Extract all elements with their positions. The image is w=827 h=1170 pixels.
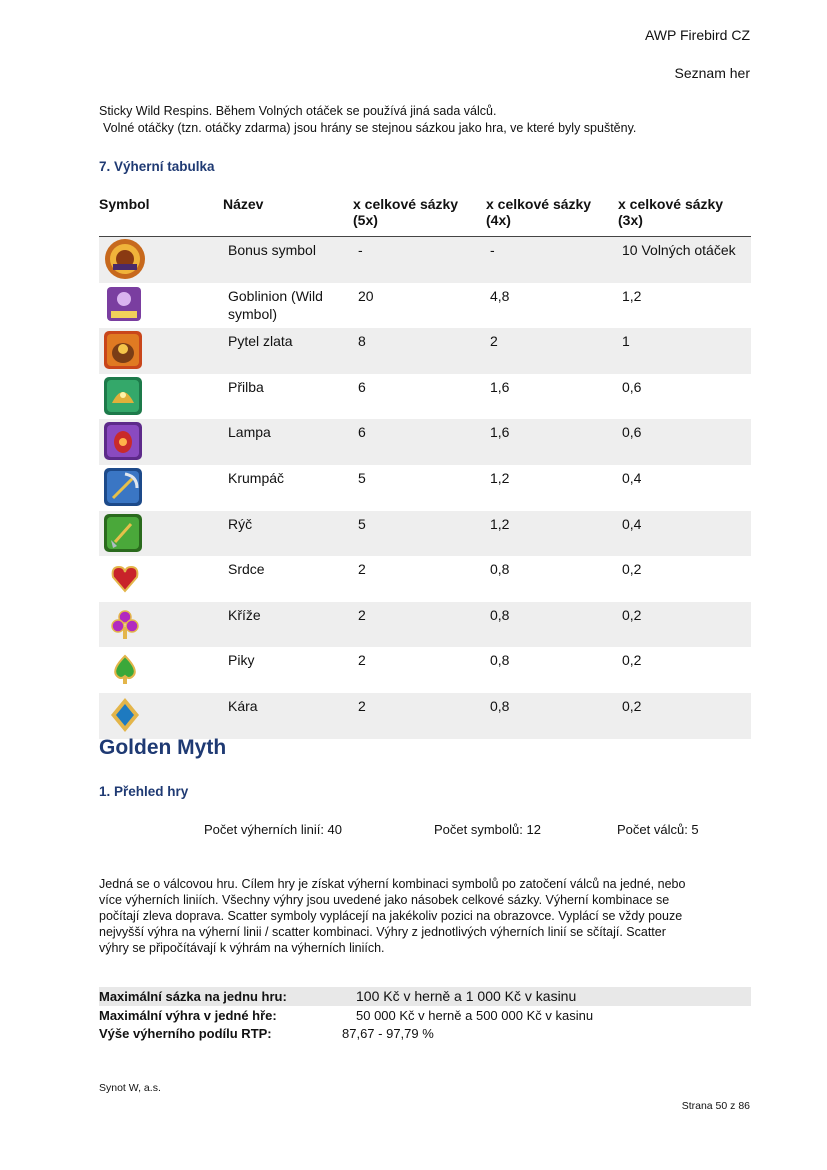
gold-bag-icon [99, 329, 147, 371]
row-x4: 2 [486, 328, 618, 374]
row-x3: 0,2 [618, 693, 751, 739]
row-name: Přilba [228, 378, 264, 395]
row-name: Lampa [223, 419, 353, 465]
paytable [99, 196, 751, 739]
paytable-title: 7. Výherní tabulka [99, 159, 215, 174]
table-row [99, 647, 751, 693]
table-row [99, 556, 751, 602]
paytable-header-row [99, 196, 751, 237]
overview-title: 1. Přehled hry [99, 784, 189, 799]
row-name: Bonus symbol [223, 237, 353, 283]
intro-line-1: Sticky Wild Respins. Během Volných otáček se používá jiná sada válců. [99, 104, 497, 118]
row-name: Kříže [223, 602, 353, 648]
info-value: 50 000 Kč v herně a 500 000 Kč v kasinu [356, 1008, 594, 1023]
row-x4: 0,8 [490, 652, 510, 669]
row-x5: 20 [358, 287, 374, 304]
bonus-symbol-icon [99, 238, 147, 280]
table-row [99, 602, 751, 648]
game-stats [0, 822, 827, 840]
row-name: Rýč [223, 511, 353, 557]
table-row [99, 283, 751, 329]
intro-line-2: Volné otáčky (tzn. otáčky zdarma) jsou hrány se stejnou sázkou jako hra, ve které byly spuštěny. [103, 121, 637, 135]
lamp-icon [99, 420, 147, 462]
row-x5: 2 [353, 693, 486, 739]
row-x4: 1,2 [490, 469, 510, 486]
table-row [99, 237, 751, 283]
row-x5: 2 [358, 652, 366, 669]
spade-icon [99, 648, 147, 690]
diamond-icon [99, 694, 147, 736]
row-name: Srdce [228, 561, 265, 578]
info-label: Výše výherního podílu RTP: [99, 1026, 272, 1041]
description-line: výhry se připočítávají k výhrám na výherních liniích. [99, 941, 385, 955]
helmet-icon [99, 375, 147, 417]
table-row [99, 693, 751, 739]
row-name: Krumpáč [228, 469, 285, 486]
info-row-max-win [99, 1006, 751, 1025]
row-name: Kára [223, 693, 353, 739]
description-line: počítají zleva doprava. Scatter symboly vyplácejí na jakékoliv pozici na obrazovce. Vyplácí se vždy pouze [99, 909, 683, 923]
col-name: Název [223, 196, 353, 237]
row-name: Piky [228, 652, 255, 669]
row-x4: 1,6 [486, 419, 618, 465]
row-name: Pytel zlata [223, 328, 353, 374]
row-x4: 0,8 [486, 602, 618, 648]
row-x3: 0,2 [622, 561, 642, 578]
row-x3: 1 [618, 328, 751, 374]
row-x5: 2 [353, 602, 486, 648]
goblinion-wild-icon [99, 284, 147, 326]
row-x3: 0,4 [622, 469, 642, 486]
table-row [99, 374, 751, 420]
row-x3: 10 Volných otáček [618, 237, 751, 283]
row-x3: 0,2 [622, 652, 642, 669]
description-line: nejvyšší výhra na výherní linii / scatter kombinaci. Výhry z jednotlivých výherních linií se sčítají. Scatter [99, 925, 666, 939]
description-line: více výherních liniích. Všechny výhry jsou uvedené jako násobek celkové sázky. Výherní kombinace se [99, 893, 670, 907]
stat-reels: Počet válců: 5 [617, 822, 699, 837]
row-x5: - [353, 237, 486, 283]
row-x4: 1,2 [486, 511, 618, 557]
info-value: 87,67 - 97,79 % [342, 1026, 434, 1041]
heart-icon [99, 557, 147, 599]
info-row-rtp [99, 1024, 751, 1043]
row-x5: 2 [358, 561, 366, 578]
shovel-icon [99, 512, 147, 554]
col-symbol: Symbol [99, 196, 223, 237]
game-description [99, 876, 759, 956]
col-x3: x celkové sázky (3x) [618, 196, 751, 237]
row-x4: 0,8 [490, 561, 510, 578]
stat-lines: Počet výherních linií: 40 [204, 822, 343, 837]
table-row [99, 419, 751, 465]
row-x4: - [486, 237, 618, 283]
row-x5: 8 [353, 328, 486, 374]
row-x3: 0,6 [618, 419, 751, 465]
row-x3: 0,6 [622, 378, 642, 395]
header-section: Seznam her [674, 65, 750, 81]
footer-company: Synot W, a.s. [99, 1082, 161, 1094]
row-x5: 6 [358, 378, 366, 395]
row-x3: 0,2 [618, 602, 751, 648]
table-row [99, 465, 751, 511]
footer-page-number: Strana 50 z 86 [681, 1100, 750, 1112]
row-x5: 6 [353, 419, 486, 465]
info-row-max-bet [99, 987, 751, 1006]
row-x4: 0,8 [486, 693, 618, 739]
info-label: Maximální sázka na jednu hru: [99, 989, 287, 1004]
col-x5: x celkové sázky (5x) [353, 196, 486, 237]
table-row [99, 511, 751, 557]
game-title: Golden Myth [99, 736, 227, 759]
stat-symbols: Počet symbolů: 12 [434, 822, 541, 837]
row-name: Goblinion (Wild symbol) [228, 287, 323, 322]
row-x3: 0,4 [618, 511, 751, 557]
row-x4: 4,8 [490, 287, 510, 304]
header-brand: AWP Firebird CZ [644, 27, 750, 43]
description-line: Jedná se o válcovou hru. Cílem hry je získat výherní kombinaci symbolů po zatočení válců na jedné, nebo [99, 877, 686, 891]
info-value: 100 Kč v herně a 1 000 Kč v kasinu [356, 988, 577, 1004]
row-x5: 5 [358, 469, 366, 486]
row-x5: 5 [353, 511, 486, 557]
col-x4: x celkové sázky (4x) [486, 196, 618, 237]
row-x4: 1,6 [490, 378, 510, 395]
row-x3: 1,2 [622, 287, 642, 304]
info-label: Maximální výhra v jedné hře: [99, 1008, 277, 1023]
table-row [99, 328, 751, 374]
pickaxe-icon [99, 466, 147, 508]
club-icon [99, 603, 147, 645]
